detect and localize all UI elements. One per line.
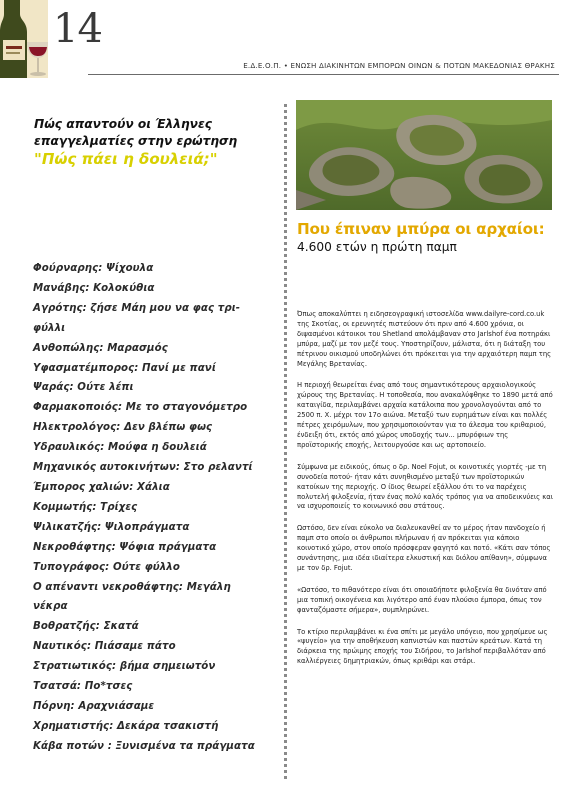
article-paragraph: Το κτίριο περιλαμβάνει κι ένα σπίτι με μεγάλο υπόγειο, που χρησίμευε ως «ψυγείο» για την αποθήκευση καπνιστών και παστών κρεάτων. Κατά τη διάρκεια της πρώιμης εποχής του Σιδήρου, το Jarlshof περιβαλλόταν από καλλιέργειες δημητριακών, όπως κριθάρι και στάρι. bbox=[297, 627, 548, 666]
list-item: Τσατσά: Πο*τσες bbox=[33, 681, 133, 693]
list-item: Βοθρατζής: Σκατά bbox=[33, 621, 139, 633]
page-number: 14 bbox=[53, 6, 102, 52]
left-heading-line: επαγγελματίες στην ερώτηση bbox=[34, 133, 238, 148]
list-item: Ψιλικατζής: Ψιλοπράγματα bbox=[33, 521, 190, 533]
article-subtitle: 4.600 ετών η πρώτη παμπ bbox=[297, 240, 457, 254]
left-heading-line: Πώς απαντούν οι Έλληνες bbox=[34, 117, 212, 131]
article-paragraph: Ωστόσο, δεν είναι εύκολο να διαλευκανθεί αν το μέρος ήταν πανδοχείο ή παμπ στο οποίο οι άνθρωποι πλήρωναν ή αν πρόκειται για κάποιο κοινοτικό χώρο, στον οποίο πρόσφεραν φαγητό και ποτό. «Κάτι σαν τόπος συνάντησης, μια ιδέα ιδιαίτερα ελκυστική και διόλου απίθανη», σύμφωνα με τον δρ. Fojut. bbox=[297, 524, 551, 572]
list-item: Έμπορος χαλιών: Χάλια bbox=[33, 481, 170, 493]
article-paragraph: Η περιοχή θεωρείται ένας από τους σημαντικότερους αρχαιολογικούς χώρους της Βρετανίας. Η τοποθεσία, που ανακαλύφθηκε το 1890 μετά από καταιγίδα, περιλαμβάνει αρχαία κατάλοιπα που χρονολογούνται από το 2500 π. Χ. μέχρι τον 17ο αιώνα. Μεταξύ των ευρημάτων είναι και πολλές πέτρες χειρόμυλων, που χρησιμοποιούνταν για το άλεσμα του κριθαριού, ένδειξη ότι, εκτός από χώρος υποδοχής των... μπυρόφιων της προϊστορικής εποχής, λειτουργούσε και ως αρτοποιείο. bbox=[297, 381, 553, 449]
list-item: Κάβα ποτών : Ξυνισμένα τα πράγματα bbox=[33, 740, 255, 752]
list-item: Μηχανικός αυτοκινήτων: Στο ρελαντί bbox=[33, 462, 253, 474]
article-paragraph: Σύμφωνα με ειδικούς, όπως ο δρ. Noel Fojut, οι κοινοτικές γιορτές -με τη συνοδεία ποτού- ήταν κάτι συνηθισμένο μεταξύ των προϊστορικών κατοίκων της περιοχής. Ο ίδιος θεωρεί εξάλλου ότι το να παρέχεις πολυτελή φιλοξενία, ήταν ένας πολύ καλός τρόπος για να αποδεικνύεις και να ισχυροποιείς το κοινωνικό σου στάτους. bbox=[297, 462, 554, 511]
column-separator bbox=[284, 104, 287, 779]
article-title: Που έπιναν μπύρα οι αρχαίοι: bbox=[297, 220, 545, 238]
header-subtitle: Ε.Δ.Ε.Ο.Π. • ΕΝΩΣΗ ΔΙΑΚΙΝΗΤΩΝ ΕΜΠΟΡΩΝ ΟΙΝΩΝ & ΠΟΤΩΝ ΜΑΚΕΔΟΝΙΑΣ ΘΡΑΚΗΣ bbox=[243, 61, 555, 70]
list-item: νέκρα bbox=[33, 601, 68, 613]
list-item: Κομμωτής: Τρίχες bbox=[33, 501, 138, 513]
list-item: Αγρότης: ζήσε Μάη μου να φας τρι- bbox=[33, 302, 241, 314]
list-item: Χρηματιστής: Δεκάρα τσακιστή bbox=[33, 720, 219, 732]
list-item: Φαρμακοποιός: Με το σταγονόμετρο bbox=[33, 402, 248, 414]
list-item: Μανάβης: Κολοκύθια bbox=[33, 282, 155, 294]
article-body bbox=[297, 310, 553, 679]
list-item: Ναυτικός: Πιάσαμε πάτο bbox=[33, 641, 176, 653]
article-paragraph: «Ωστόσο, το πιθανότερο είναι ότι οποιαδήποτε φιλοξενία θα δινόταν από μια τοπική οικογένεια και λιγότερο από έναν πλούσιο έμπορα, όπως τον φανταζόμαστε σήμερα», συμπληρώνει. bbox=[297, 585, 547, 614]
list-item: Πόρνη: Αραχνιάσαμε bbox=[33, 700, 155, 712]
header-rule bbox=[88, 74, 559, 75]
list-item: Ανθοπώλης: Μαρασμός bbox=[33, 342, 168, 354]
list-item: Ψαράς: Ούτε λέπι bbox=[33, 382, 134, 394]
professions-list bbox=[33, 259, 278, 757]
list-item: Ο απέναντι νεκροθάφτης: Μεγάλη bbox=[33, 581, 231, 593]
list-item: Ηλεκτρολόγος: Δεν βλέπω φως bbox=[33, 422, 213, 434]
list-item: Φούρναρης: Ψίχουλα bbox=[33, 263, 154, 274]
list-item: Νεκροθάφτης: Ψόφια πράγματα bbox=[33, 541, 217, 553]
list-item: Υδραυλικός: Μούφα η δουλειά bbox=[33, 442, 207, 454]
archaeological-site-photo bbox=[296, 100, 552, 210]
list-item: Στρατιωτικός: βήμα σημειωτόν bbox=[33, 661, 216, 673]
left-heading-question: "Πώς πάει η δουλειά;" bbox=[34, 150, 218, 168]
left-heading bbox=[34, 116, 274, 149]
article-paragraph: Όπως αποκαλύπτει η ειδησεογραφική ιστοσελίδα www.dailyre-cord.co.uk της Σκοτίας, οι ερευνητές πιστεύουν ότι πριν από 4.600 χρόνια, οι διψασμένοι κάτοικοι του Shetland απολάμβαναν στο Jarlshof ένα ποτηράκι μπύρα, μαζί με τον μεζέ τους. Υποστηρίζουν, μάλιστα, ότι η διάταξη του πέτρινου οικισμού υποδηλώνει ότι πρόκειται για την αρχαιότερη παμπ της Μεγάλης Βρετανίας. bbox=[297, 310, 552, 368]
list-item: Υφασματέμπορος: Πανί με πανί bbox=[33, 362, 216, 374]
wine-bottle-glass-icon bbox=[0, 0, 48, 78]
list-item: φύλλι bbox=[33, 322, 66, 334]
list-item: Τυπογράφος: Ούτε φύλλο bbox=[33, 561, 180, 573]
